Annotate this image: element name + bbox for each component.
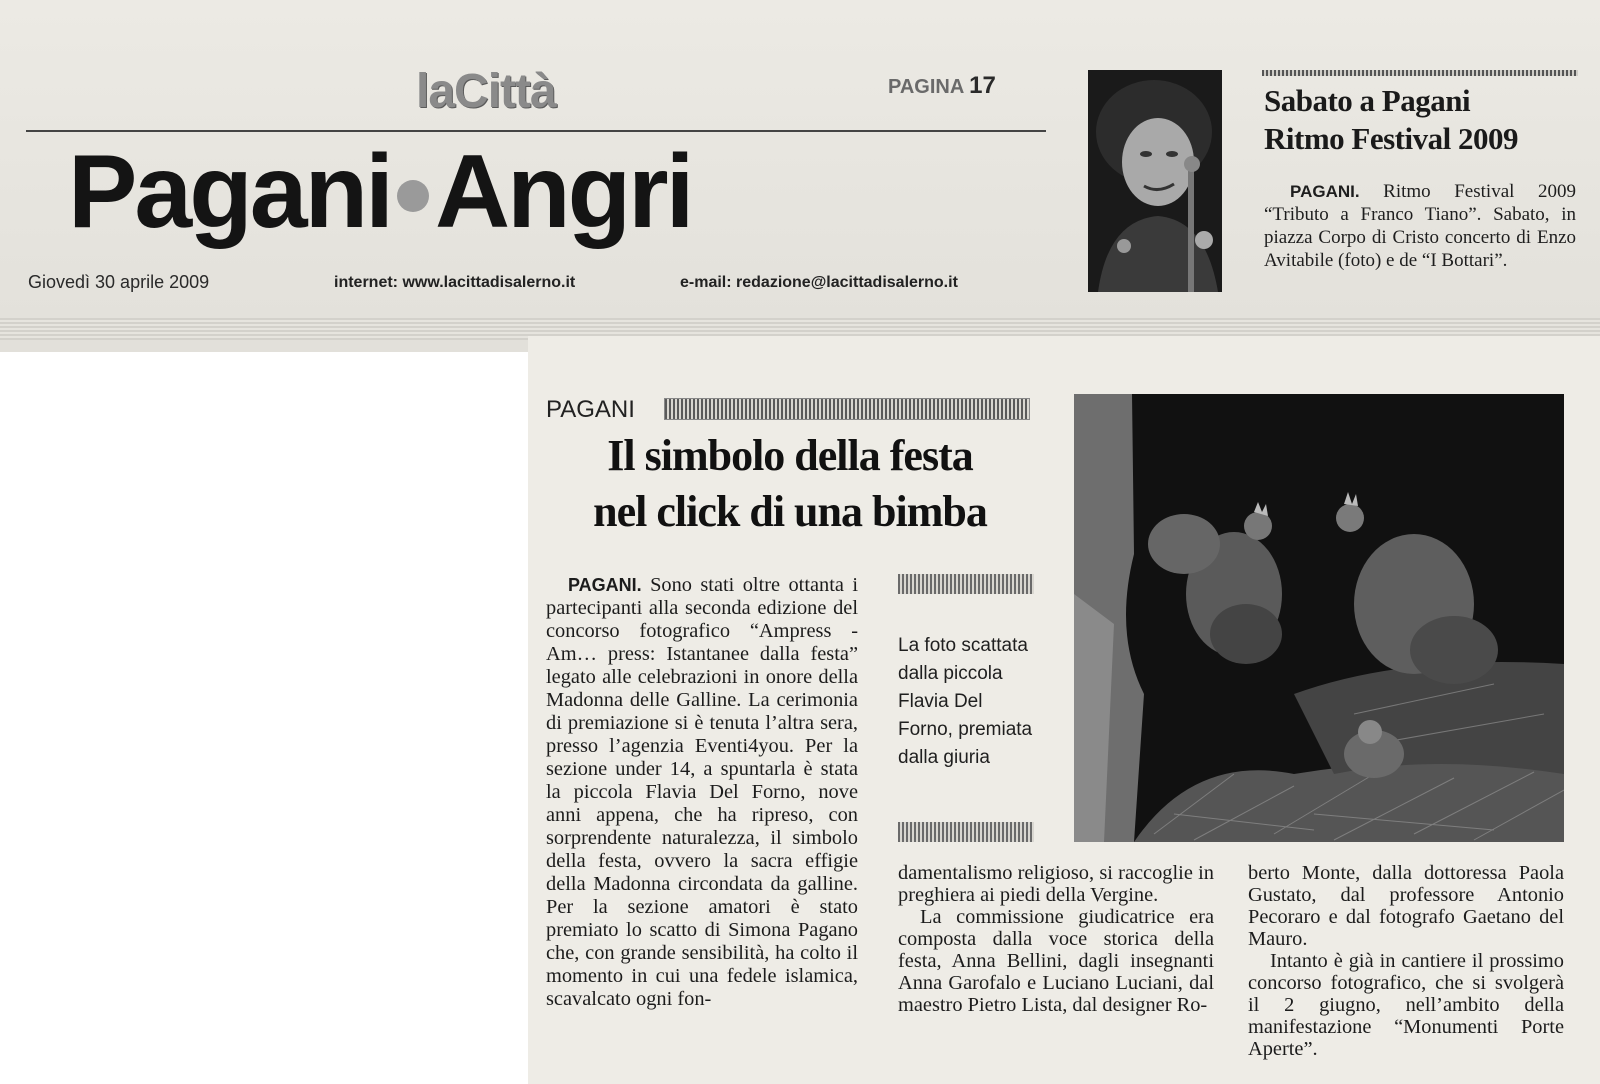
column-2-paragraph-2: La commissione giudicatrice era composta dalla voce storica della festa, Anna Bellini, dagli insegnanti Anna Garofalo e Luciano Luciani, dal maestro Pietro Lista, dal designer Ro- <box>898 906 1214 1016</box>
column-3-paragraph-1: berto Monte, dalla dottoressa Paola Gustato, dal professore Antonio Pecoraro e dal fotografo Gaetano del Mauro. <box>1248 862 1564 950</box>
sidebar-title <box>1264 82 1518 158</box>
website: internet: www.lacittadisalerno.it <box>334 274 576 291</box>
caption-rule-bottom <box>898 822 1034 842</box>
lead-kicker: PAGANI. <box>568 575 642 595</box>
blank-area <box>0 356 528 1084</box>
column-1-text: Sono stati oltre ottanta i partecipanti alla seconda edizione del concorso fotografico “Ampress - Am… press: Istantanee dalla festa” legato alle celebrazioni in onore della Madonna delle Galline. La cerimonia di premiazione si è tenuta l’altra sera, presso l’agenzia Eventi4you. Per la sezione under 14, a spuntarla è stata la piccola Flavia Del Forno, nove anni appena, che ha ripreso, con sorprendente naturalezza, il simbolo della festa, ovvero la sacra effigie della Madonna circondata da galline. Per la sezione amatori è stato premiato lo scatto di Simona Pagano che, con grande sensibilità, ha colto il momento in cui una fedele islamica, scavalcato ogni fon- <box>546 574 858 1010</box>
header-rule <box>26 130 1046 132</box>
article-column-1 <box>546 574 858 1011</box>
page-number-value: 17 <box>969 72 996 99</box>
masthead-right: Angri <box>435 134 692 250</box>
masthead <box>68 134 692 250</box>
article-kicker: PAGANI <box>546 396 635 423</box>
sidebar-kicker: PAGANI. <box>1290 182 1360 201</box>
email: e-mail: redazione@lacittadisalerno.it <box>680 274 958 291</box>
article-headline <box>548 428 1032 540</box>
page-label: PAGINA <box>888 76 964 98</box>
headline-line2: nel click di una bimba <box>593 487 987 536</box>
column-2-paragraph-1: damentalismo religioso, si raccoglie in preghiera ai piedi della Vergine. <box>898 862 1214 906</box>
page-number <box>888 72 996 100</box>
caption-rule-top <box>898 574 1034 594</box>
headline-line1: Il simbolo della festa <box>607 431 973 480</box>
masthead-left: Pagani <box>68 134 391 250</box>
column-3-paragraph-2: Intanto è già in cantiere il prossimo concorso fotografico, che si svolgerà il 2 giugno, nell’ambito della manifestazione “Monumenti Porte Aperte”. <box>1248 950 1564 1060</box>
portrait-photo <box>1088 70 1222 292</box>
sidebar-title-line1: Sabato a Pagani <box>1264 83 1471 118</box>
hens-photo <box>1074 394 1564 842</box>
sidebar-body <box>1264 180 1576 272</box>
sidebar-text: Ritmo Festival 2009 “Tributo a Franco Tiano”. Sabato, in piazza Corpo di Cristo concerto di Enzo Avitabile (foto) e de “I Bottari”. <box>1264 181 1576 271</box>
issue-date: Giovedì 30 aprile 2009 <box>28 272 210 292</box>
kicker-rule <box>664 398 1030 420</box>
article-column-2 <box>898 862 1214 1016</box>
article-column-3 <box>1248 862 1564 1060</box>
masthead-dot <box>397 180 429 212</box>
photo-caption: La foto scattata dalla piccola Flavia Del Forno, premiata dalla giuria <box>898 635 1033 768</box>
sidebar-title-line2: Ritmo Festival 2009 <box>1264 121 1518 156</box>
sidebar-rule <box>1262 70 1578 76</box>
newspaper-logo: laCittà <box>416 65 556 118</box>
